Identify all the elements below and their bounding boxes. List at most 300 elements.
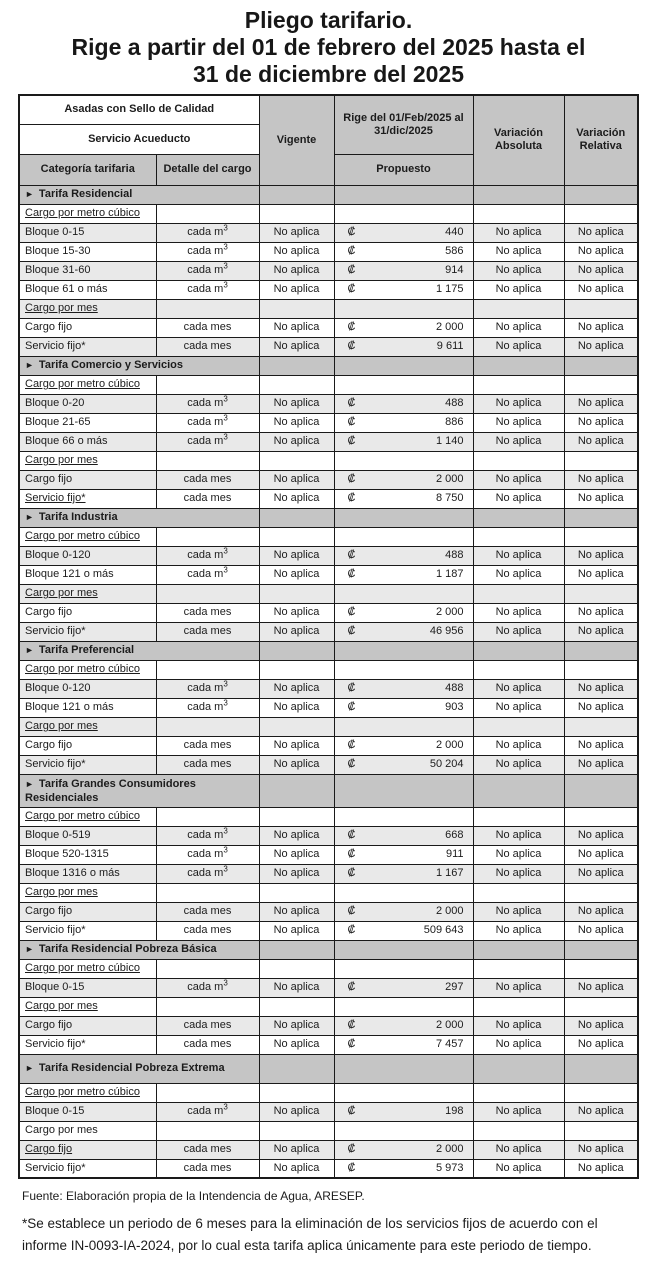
section-marker-icon: ► bbox=[25, 778, 34, 789]
section-title: Tarifa Residencial Pobreza Básica bbox=[38, 943, 217, 955]
tariff-data-row bbox=[19, 978, 638, 997]
asterisk-note: *Se establece un periodo de 6 meses para la eliminación de los servicios fijos de acuerdo con el informe IN-0093-IA-2024, por lo cual esta tarifa aplica únicamente para este periodo de tiempo. bbox=[22, 1216, 598, 1253]
header-categoria-tarifaria: Categoría tarifaria bbox=[19, 154, 156, 185]
category-cell: Bloque 66 o más bbox=[19, 432, 156, 451]
amount-value: 297 bbox=[445, 981, 464, 993]
category-cell: Servicio fijo* bbox=[19, 622, 156, 641]
tariff-data-row bbox=[19, 470, 638, 489]
section-title-cell bbox=[19, 508, 259, 527]
colon-currency-symbol: ₡ bbox=[347, 739, 356, 751]
subheading-row bbox=[19, 660, 638, 679]
propuesto-cell bbox=[334, 223, 473, 242]
superscript-3: 3 bbox=[223, 394, 228, 404]
empty-var-abs-cell bbox=[473, 1083, 564, 1102]
section-empty-var-rel-cell bbox=[564, 641, 638, 660]
colon-currency-symbol: ₡ bbox=[347, 758, 356, 770]
detail-cell: cada mes bbox=[156, 337, 259, 356]
variacion-absoluta-cell: No aplica bbox=[473, 978, 564, 997]
detail-cell: cada mes bbox=[156, 1016, 259, 1035]
section-empty-var-abs-cell bbox=[473, 641, 564, 660]
superscript-3: 3 bbox=[223, 845, 228, 855]
empty-propuesto-cell bbox=[334, 883, 473, 902]
category-cell: Servicio fijo* bbox=[19, 489, 156, 508]
detail-cell: cada $m^3$ bbox=[156, 223, 259, 242]
variacion-absoluta-cell: No aplica bbox=[473, 394, 564, 413]
detail-cell: cada $m^3$ bbox=[156, 864, 259, 883]
variacion-relativa-cell: No aplica bbox=[564, 1035, 638, 1054]
amount-value: 586 bbox=[445, 245, 464, 257]
tariff-data-row bbox=[19, 698, 638, 717]
tariff-data-row bbox=[19, 622, 638, 641]
category-cell: Cargo fijo bbox=[19, 1016, 156, 1035]
variacion-relativa-cell: No aplica bbox=[564, 470, 638, 489]
section-title-cell bbox=[19, 940, 259, 959]
category-cell: Servicio fijo* bbox=[19, 337, 156, 356]
category-cell: Cargo fijo bbox=[19, 1140, 156, 1159]
superscript-3: 3 bbox=[223, 826, 228, 836]
amount-value: 1 187 bbox=[435, 568, 464, 580]
variacion-relativa-cell: No aplica bbox=[564, 489, 638, 508]
section-empty-propuesto-cell bbox=[334, 774, 473, 807]
section-empty-propuesto-cell bbox=[334, 1054, 473, 1083]
subheading-cell: Cargo por metro cúbico bbox=[19, 204, 156, 223]
section-empty-var-rel-cell bbox=[564, 940, 638, 959]
subheading-row bbox=[19, 1083, 638, 1102]
colon-currency-symbol: ₡ bbox=[347, 473, 356, 485]
empty-vigente-cell bbox=[259, 717, 334, 736]
variacion-relativa-cell: No aplica bbox=[564, 755, 638, 774]
category-cell: Servicio fijo* bbox=[19, 921, 156, 940]
propuesto-cell bbox=[334, 698, 473, 717]
superscript-3: 3 bbox=[223, 413, 228, 423]
amount-value: 2 000 bbox=[435, 905, 464, 917]
variacion-absoluta-cell: No aplica bbox=[473, 470, 564, 489]
section-empty-vigente-cell bbox=[259, 774, 334, 807]
vigente-cell: No aplica bbox=[259, 413, 334, 432]
empty-var-rel-cell bbox=[564, 997, 638, 1016]
category-cell: Cargo fijo bbox=[19, 470, 156, 489]
section-title-cell bbox=[19, 641, 259, 660]
amount-value: 440 bbox=[445, 226, 464, 238]
variacion-absoluta-cell: No aplica bbox=[473, 413, 564, 432]
colon-currency-symbol: ₡ bbox=[347, 848, 356, 860]
detail-cell: cada $m^3$ bbox=[156, 242, 259, 261]
category-cell: Bloque 0-15 bbox=[19, 1102, 156, 1121]
tariff-data-row bbox=[19, 1035, 638, 1054]
variacion-absoluta-cell: No aplica bbox=[473, 1102, 564, 1121]
empty-vigente-cell bbox=[259, 584, 334, 603]
variacion-absoluta-cell: No aplica bbox=[473, 318, 564, 337]
empty-var-rel-cell bbox=[564, 375, 638, 394]
empty-var-abs-cell bbox=[473, 883, 564, 902]
section-empty-var-abs-cell bbox=[473, 774, 564, 807]
colon-currency-symbol: ₡ bbox=[347, 435, 356, 447]
propuesto-cell bbox=[334, 546, 473, 565]
category-cell: Bloque 0-15 bbox=[19, 223, 156, 242]
empty-detail-cell bbox=[156, 997, 259, 1016]
detail-cell: cada mes bbox=[156, 902, 259, 921]
propuesto-cell bbox=[334, 242, 473, 261]
superscript-3: 3 bbox=[223, 565, 228, 575]
section-header-row bbox=[19, 1054, 638, 1083]
source-note: Fuente: Elaboración propia de la Intendencia de Agua, ARESEP. bbox=[22, 1189, 365, 1203]
empty-vigente-cell bbox=[259, 451, 334, 470]
header-detalle-cargo: Detalle del cargo bbox=[156, 154, 259, 185]
tariff-data-row bbox=[19, 845, 638, 864]
detail-cell: cada mes bbox=[156, 921, 259, 940]
variacion-relativa-cell: No aplica bbox=[564, 261, 638, 280]
empty-var-abs-cell bbox=[473, 959, 564, 978]
subheading-cell: Cargo por metro cúbico bbox=[19, 660, 156, 679]
empty-propuesto-cell bbox=[334, 959, 473, 978]
detail-cell: cada $m^3$ bbox=[156, 679, 259, 698]
variacion-absoluta-cell: No aplica bbox=[473, 826, 564, 845]
amount-value: 914 bbox=[445, 264, 464, 276]
category-cell: Cargo fijo bbox=[19, 603, 156, 622]
empty-var-rel-cell bbox=[564, 660, 638, 679]
category-cell: Servicio fijo* bbox=[19, 1159, 156, 1178]
variacion-relativa-cell: No aplica bbox=[564, 864, 638, 883]
variacion-relativa-cell: No aplica bbox=[564, 603, 638, 622]
propuesto-cell bbox=[334, 736, 473, 755]
superscript-3: 3 bbox=[223, 261, 228, 271]
vigente-cell: No aplica bbox=[259, 337, 334, 356]
variacion-relativa-cell: No aplica bbox=[564, 432, 638, 451]
subheading-row bbox=[19, 204, 638, 223]
variacion-relativa-cell: No aplica bbox=[564, 1016, 638, 1035]
vigente-cell: No aplica bbox=[259, 223, 334, 242]
section-empty-var-rel-cell bbox=[564, 1054, 638, 1083]
tariff-data-row bbox=[19, 223, 638, 242]
propuesto-cell bbox=[334, 565, 473, 584]
tariff-data-row bbox=[19, 546, 638, 565]
variacion-relativa-cell: No aplica bbox=[564, 679, 638, 698]
detail-cell: cada mes bbox=[156, 1159, 259, 1178]
title-line-3: 31 de diciembre del 2025 bbox=[192, 61, 465, 87]
empty-detail-cell bbox=[156, 1083, 259, 1102]
variacion-absoluta-cell: No aplica bbox=[473, 489, 564, 508]
section-marker-icon: ► bbox=[25, 944, 34, 954]
empty-propuesto-cell bbox=[334, 997, 473, 1016]
propuesto-cell bbox=[334, 845, 473, 864]
subheading-cell: Cargo por metro cúbico bbox=[19, 527, 156, 546]
section-empty-propuesto-cell bbox=[334, 185, 473, 204]
tariff-data-row bbox=[19, 864, 638, 883]
tariff-data-row bbox=[19, 826, 638, 845]
colon-currency-symbol: ₡ bbox=[347, 245, 356, 257]
subheading-row bbox=[19, 375, 638, 394]
vigente-cell: No aplica bbox=[259, 1016, 334, 1035]
variacion-absoluta-cell: No aplica bbox=[473, 845, 564, 864]
section-title-cell bbox=[19, 185, 259, 204]
vigente-cell: No aplica bbox=[259, 432, 334, 451]
detail-cell: cada mes bbox=[156, 1140, 259, 1159]
empty-var-abs-cell bbox=[473, 807, 564, 826]
variacion-relativa-cell: No aplica bbox=[564, 845, 638, 864]
tariff-data-row bbox=[19, 261, 638, 280]
subheading-cell: Cargo por mes bbox=[19, 1121, 156, 1140]
subheading-row bbox=[19, 527, 638, 546]
amount-value: 50 204 bbox=[429, 758, 464, 770]
detail-cell: cada $m^3$ bbox=[156, 698, 259, 717]
section-empty-vigente-cell bbox=[259, 1054, 334, 1083]
amount-value: 5 973 bbox=[435, 1161, 464, 1174]
section-empty-propuesto-cell bbox=[334, 508, 473, 527]
tariff-data-row bbox=[19, 280, 638, 299]
colon-currency-symbol: ₡ bbox=[347, 905, 356, 917]
superscript-3: 3 bbox=[223, 546, 228, 556]
section-header-row bbox=[19, 641, 638, 660]
colon-currency-symbol: ₡ bbox=[347, 867, 356, 879]
tariff-data-row bbox=[19, 413, 638, 432]
colon-currency-symbol: ₡ bbox=[347, 397, 356, 409]
empty-vigente-cell bbox=[259, 1121, 334, 1140]
amount-value: 2 000 bbox=[435, 739, 464, 751]
section-empty-var-abs-cell bbox=[473, 1054, 564, 1083]
empty-detail-cell bbox=[156, 527, 259, 546]
section-marker-icon: ► bbox=[25, 360, 34, 370]
empty-var-abs-cell bbox=[473, 527, 564, 546]
section-title-cell bbox=[19, 1054, 259, 1083]
category-cell: Bloque 0-15 bbox=[19, 978, 156, 997]
subheading-row bbox=[19, 959, 638, 978]
amount-value: 46 956 bbox=[429, 625, 464, 637]
variacion-absoluta-cell: No aplica bbox=[473, 261, 564, 280]
propuesto-cell bbox=[334, 978, 473, 997]
vigente-cell: No aplica bbox=[259, 978, 334, 997]
section-empty-var-rel-cell bbox=[564, 185, 638, 204]
propuesto-cell bbox=[334, 318, 473, 337]
colon-currency-symbol: ₡ bbox=[347, 549, 356, 561]
empty-propuesto-cell bbox=[334, 299, 473, 318]
amount-value: 2 000 bbox=[435, 321, 464, 333]
subheading-row bbox=[19, 584, 638, 603]
detail-cell: cada $m^3$ bbox=[156, 394, 259, 413]
propuesto-cell bbox=[334, 622, 473, 641]
variacion-relativa-cell: No aplica bbox=[564, 318, 638, 337]
subheading-row bbox=[19, 299, 638, 318]
vigente-cell: No aplica bbox=[259, 470, 334, 489]
empty-detail-cell bbox=[156, 883, 259, 902]
empty-vigente-cell bbox=[259, 807, 334, 826]
detail-cell: cada $m^3$ bbox=[156, 280, 259, 299]
propuesto-cell bbox=[334, 337, 473, 356]
superscript-3: 3 bbox=[223, 280, 228, 290]
empty-vigente-cell bbox=[259, 375, 334, 394]
empty-propuesto-cell bbox=[334, 527, 473, 546]
vigente-cell: No aplica bbox=[259, 622, 334, 641]
propuesto-cell bbox=[334, 1102, 473, 1121]
amount-value: 2 000 bbox=[435, 1143, 464, 1155]
empty-detail-cell bbox=[156, 1121, 259, 1140]
category-cell: Bloque 1316 o más bbox=[19, 864, 156, 883]
amount-value: 9 611 bbox=[436, 340, 464, 352]
tariff-data-row bbox=[19, 565, 638, 584]
header-vigente: Vigente bbox=[259, 95, 334, 185]
empty-var-rel-cell bbox=[564, 299, 638, 318]
detail-cell: cada $m^3$ bbox=[156, 565, 259, 584]
variacion-absoluta-cell: No aplica bbox=[473, 679, 564, 698]
variacion-relativa-cell: No aplica bbox=[564, 1140, 638, 1159]
section-empty-var-abs-cell bbox=[473, 508, 564, 527]
variacion-absoluta-cell: No aplica bbox=[473, 736, 564, 755]
section-empty-vigente-cell bbox=[259, 508, 334, 527]
amount-value: 668 bbox=[445, 829, 464, 841]
colon-currency-symbol: ₡ bbox=[347, 682, 356, 694]
tariff-data-row bbox=[19, 432, 638, 451]
title-line-2: Rige a partir del 01 de febrero del 2025 hasta el bbox=[71, 34, 586, 60]
variacion-absoluta-cell: No aplica bbox=[473, 1140, 564, 1159]
variacion-relativa-cell: No aplica bbox=[564, 565, 638, 584]
tariff-table-body bbox=[19, 185, 638, 1178]
subheading-cell: Cargo por mes bbox=[19, 584, 156, 603]
vigente-cell: No aplica bbox=[259, 1159, 334, 1178]
propuesto-cell bbox=[334, 261, 473, 280]
subheading-row bbox=[19, 717, 638, 736]
tariff-data-row bbox=[19, 679, 638, 698]
amount-value: 886 bbox=[445, 416, 464, 428]
variacion-absoluta-cell: No aplica bbox=[473, 622, 564, 641]
footer bbox=[22, 1189, 638, 1256]
empty-var-rel-cell bbox=[564, 959, 638, 978]
superscript-3: 3 bbox=[223, 978, 228, 988]
section-empty-vigente-cell bbox=[259, 641, 334, 660]
empty-var-abs-cell bbox=[473, 204, 564, 223]
variacion-relativa-cell: No aplica bbox=[564, 921, 638, 940]
colon-currency-symbol: ₡ bbox=[347, 924, 356, 936]
vigente-cell: No aplica bbox=[259, 826, 334, 845]
subheading-cell: Cargo por metro cúbico bbox=[19, 959, 156, 978]
tariff-data-row bbox=[19, 489, 638, 508]
detail-cell: cada $m^3$ bbox=[156, 261, 259, 280]
detail-cell: cada mes bbox=[156, 622, 259, 641]
category-cell: Bloque 0-120 bbox=[19, 546, 156, 565]
superscript-3: 3 bbox=[223, 223, 228, 233]
propuesto-cell bbox=[334, 603, 473, 622]
colon-currency-symbol: ₡ bbox=[347, 625, 356, 637]
empty-propuesto-cell bbox=[334, 204, 473, 223]
category-cell: Cargo fijo bbox=[19, 736, 156, 755]
header-asadas: Asadas con Sello de Calidad bbox=[19, 95, 259, 124]
section-empty-vigente-cell bbox=[259, 940, 334, 959]
tariff-data-row bbox=[19, 1159, 638, 1178]
section-empty-propuesto-cell bbox=[334, 356, 473, 375]
empty-var-rel-cell bbox=[564, 883, 638, 902]
propuesto-cell bbox=[334, 432, 473, 451]
propuesto-cell bbox=[334, 1159, 473, 1178]
empty-var-rel-cell bbox=[564, 1083, 638, 1102]
empty-var-rel-cell bbox=[564, 717, 638, 736]
colon-currency-symbol: ₡ bbox=[347, 283, 356, 295]
category-cell: Cargo fijo bbox=[19, 902, 156, 921]
detail-cell: cada mes bbox=[156, 755, 259, 774]
section-empty-vigente-cell bbox=[259, 356, 334, 375]
section-title: Tarifa Grandes Consumidores Residenciales bbox=[25, 777, 196, 804]
variacion-relativa-cell: No aplica bbox=[564, 280, 638, 299]
variacion-absoluta-cell: No aplica bbox=[473, 902, 564, 921]
category-cell: Bloque 15-30 bbox=[19, 242, 156, 261]
empty-var-abs-cell bbox=[473, 451, 564, 470]
empty-vigente-cell bbox=[259, 299, 334, 318]
section-header-row bbox=[19, 508, 638, 527]
section-title: Tarifa Residencial bbox=[38, 188, 133, 200]
empty-vigente-cell bbox=[259, 527, 334, 546]
colon-currency-symbol: ₡ bbox=[347, 1143, 356, 1155]
amount-value: 488 bbox=[445, 397, 464, 409]
tariff-data-row bbox=[19, 921, 638, 940]
variacion-absoluta-cell: No aplica bbox=[473, 432, 564, 451]
category-cell: Bloque 0-20 bbox=[19, 394, 156, 413]
vigente-cell: No aplica bbox=[259, 318, 334, 337]
colon-currency-symbol: ₡ bbox=[347, 264, 356, 276]
section-title-cell bbox=[19, 356, 259, 375]
empty-var-rel-cell bbox=[564, 527, 638, 546]
category-cell: Bloque 31-60 bbox=[19, 261, 156, 280]
vigente-cell: No aplica bbox=[259, 864, 334, 883]
detail-cell: cada $m^3$ bbox=[156, 546, 259, 565]
vigente-cell: No aplica bbox=[259, 603, 334, 622]
propuesto-cell bbox=[334, 1035, 473, 1054]
category-cell: Servicio fijo* bbox=[19, 1035, 156, 1054]
section-header-row bbox=[19, 185, 638, 204]
empty-var-rel-cell bbox=[564, 451, 638, 470]
subheading-row bbox=[19, 883, 638, 902]
empty-vigente-cell bbox=[259, 883, 334, 902]
tariff-data-row bbox=[19, 902, 638, 921]
empty-vigente-cell bbox=[259, 660, 334, 679]
empty-var-abs-cell bbox=[473, 299, 564, 318]
colon-currency-symbol: ₡ bbox=[347, 981, 356, 993]
detail-cell: cada mes bbox=[156, 736, 259, 755]
variacion-relativa-cell: No aplica bbox=[564, 223, 638, 242]
empty-var-abs-cell bbox=[473, 1121, 564, 1140]
empty-detail-cell bbox=[156, 584, 259, 603]
variacion-absoluta-cell: No aplica bbox=[473, 864, 564, 883]
category-cell: Servicio fijo* bbox=[19, 755, 156, 774]
empty-var-rel-cell bbox=[564, 204, 638, 223]
empty-propuesto-cell bbox=[334, 807, 473, 826]
superscript-3: 3 bbox=[223, 242, 228, 252]
section-marker-icon: ► bbox=[25, 1063, 34, 1073]
section-empty-propuesto-cell bbox=[334, 641, 473, 660]
empty-var-abs-cell bbox=[473, 375, 564, 394]
amount-value: 8 750 bbox=[435, 492, 464, 504]
vigente-cell: No aplica bbox=[259, 1102, 334, 1121]
detail-cell: cada $m^3$ bbox=[156, 1102, 259, 1121]
superscript-3: 3 bbox=[223, 1102, 228, 1112]
empty-var-rel-cell bbox=[564, 1121, 638, 1140]
variacion-absoluta-cell: No aplica bbox=[473, 921, 564, 940]
category-cell: Bloque 121 o más bbox=[19, 698, 156, 717]
empty-var-abs-cell bbox=[473, 660, 564, 679]
amount-value: 2 000 bbox=[435, 1019, 464, 1031]
amount-value: 2 000 bbox=[435, 606, 464, 618]
empty-detail-cell bbox=[156, 204, 259, 223]
subheading-cell: Cargo por mes bbox=[19, 299, 156, 318]
category-cell: Cargo fijo bbox=[19, 318, 156, 337]
variacion-relativa-cell: No aplica bbox=[564, 337, 638, 356]
tariff-data-row bbox=[19, 394, 638, 413]
colon-currency-symbol: ₡ bbox=[347, 226, 356, 238]
section-empty-var-abs-cell bbox=[473, 356, 564, 375]
section-marker-icon: ► bbox=[25, 189, 34, 199]
category-cell: Bloque 61 o más bbox=[19, 280, 156, 299]
variacion-absoluta-cell: No aplica bbox=[473, 565, 564, 584]
colon-currency-symbol: ₡ bbox=[347, 606, 356, 618]
superscript-3: 3 bbox=[223, 432, 228, 442]
variacion-relativa-cell: No aplica bbox=[564, 902, 638, 921]
subheading-cell: Cargo por mes bbox=[19, 997, 156, 1016]
